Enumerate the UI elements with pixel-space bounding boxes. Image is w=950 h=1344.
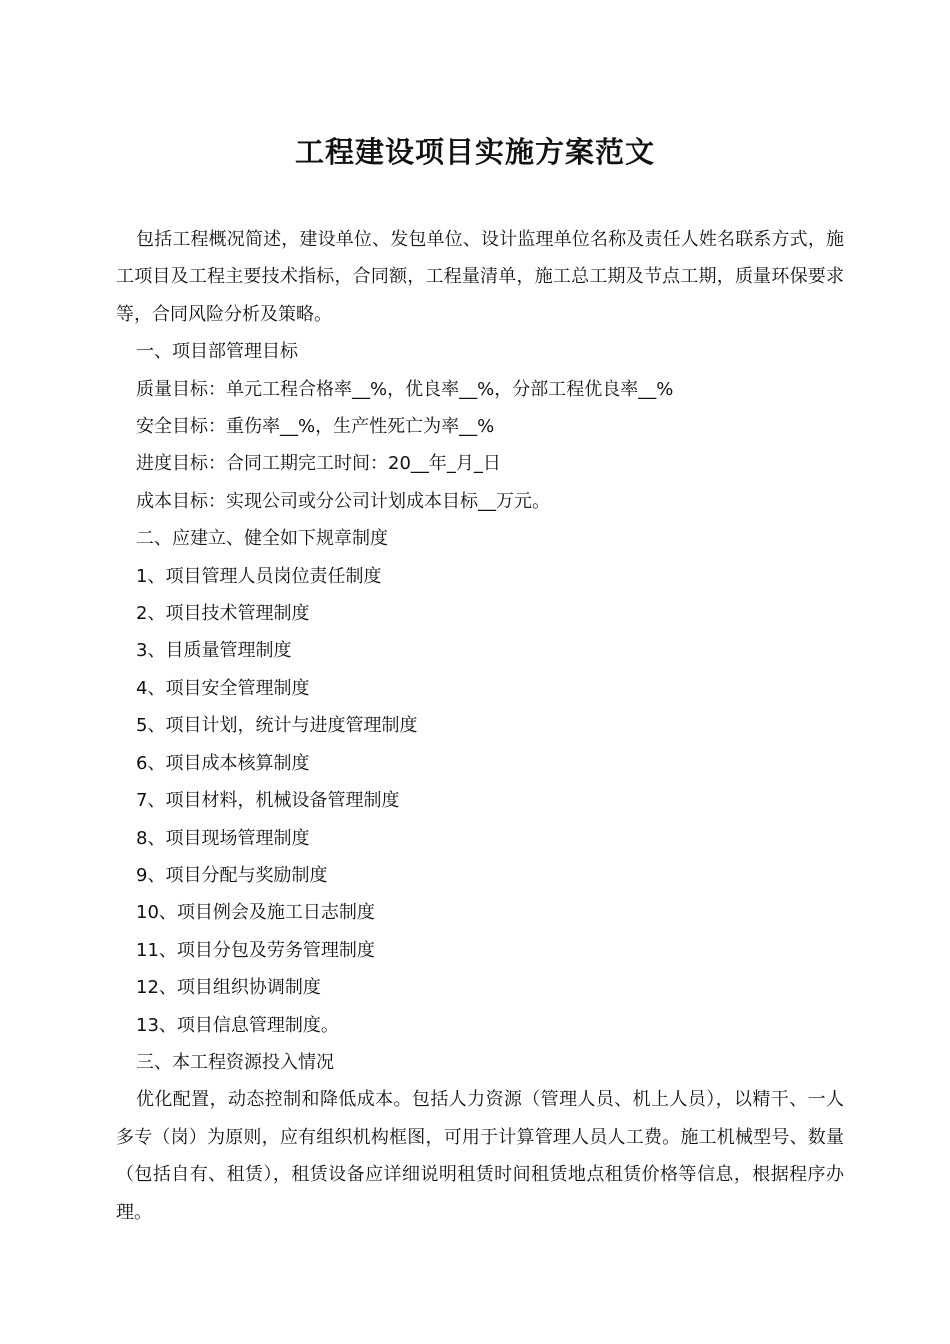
goal-item-safety: 安全目标：重伤率__%，生产性死亡为率__% [136, 416, 495, 438]
regulation-item: 8、项目现场管理制度 [136, 827, 310, 849]
regulation-item: 4、项目安全管理制度 [136, 677, 310, 699]
section-heading-management-goals: 一、项目部管理目标 [136, 341, 298, 363]
regulation-item: 1、项目管理人员岗位责任制度 [136, 565, 382, 587]
regulation-item: 13、项目信息管理制度。 [136, 1014, 339, 1036]
regulation-item: 9、项目分配与奖励制度 [136, 864, 328, 886]
intro-paragraph: 包括工程概况简述，建设单位、发包单位、设计监理单位名称及责任人姓名联系方式，施工项目及工程主要技术指标，合同额，工程量清单，施工总工期及节点工期，质量环保要求等，合同风险分析及策略。 [116, 229, 844, 325]
goal-item-cost: 成本目标：实现公司或分公司计划成本目标__万元。 [136, 490, 550, 512]
goal-item-schedule: 进度目标：合同工期完工时间：20__年_月_日 [136, 453, 501, 475]
regulation-item: 5、项目计划，统计与进度管理制度 [136, 715, 418, 737]
regulation-item: 2、项目技术管理制度 [136, 603, 310, 625]
document-title: 工程建设项目实施方案范文 [294, 135, 655, 169]
document-body [116, 221, 844, 1231]
goal-item-quality: 质量目标：单元工程合格率__%，优良率__%，分部工程优良率__% [136, 378, 674, 400]
regulation-item: 12、项目组织协调制度 [136, 977, 321, 999]
regulation-item: 10、项目例会及施工日志制度 [136, 902, 375, 924]
regulation-item: 6、项目成本核算制度 [136, 752, 310, 774]
regulation-item: 3、目质量管理制度 [136, 640, 292, 662]
section-heading-regulations: 二、应建立、健全如下规章制度 [136, 528, 388, 550]
regulation-item: 11、项目分包及劳务管理制度 [136, 939, 375, 961]
regulation-item: 7、项目材料，机械设备管理制度 [136, 790, 400, 812]
resources-paragraph: 优化配置，动态控制和降低成本。包括人力资源（管理人员、机上人员），以精干、一人多专（岗）为原则，应有组织机构框图，可用于计算管理人员人工费。施工机械型号、数量（包括自有、租赁），租赁设备应详细说明租赁时间租赁地点租赁价格等信息，根据程序办理。 [116, 1089, 844, 1223]
section-heading-resources: 三、本工程资源投入情况 [136, 1051, 334, 1073]
